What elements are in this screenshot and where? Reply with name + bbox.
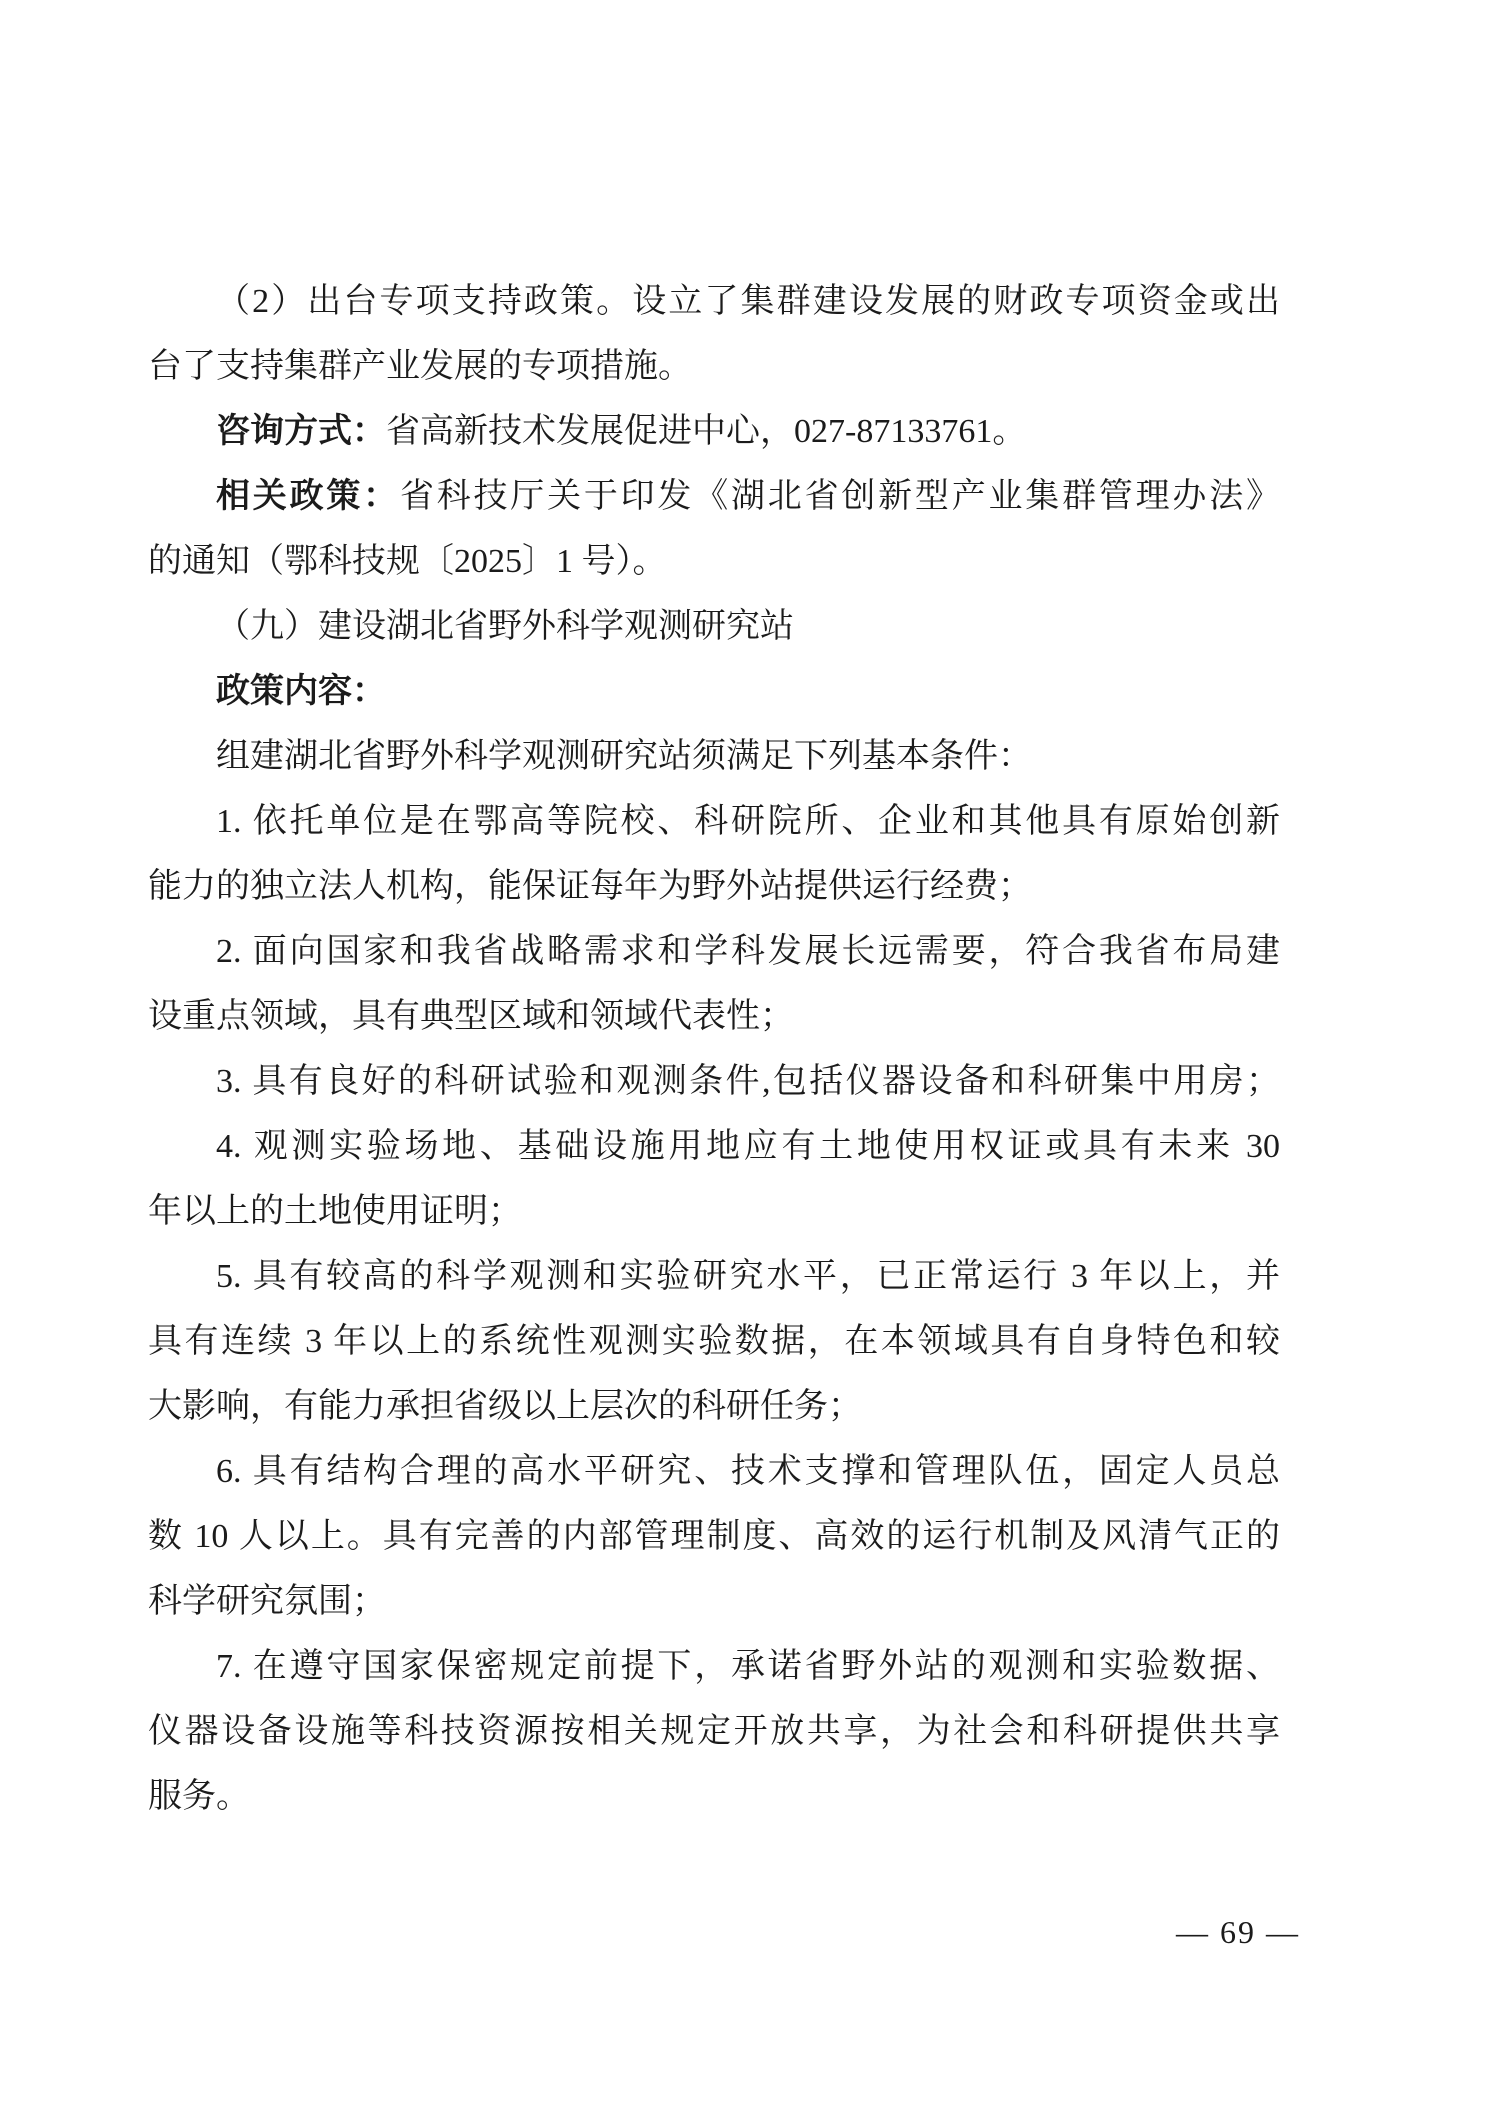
bold-label-run: 咨询方式： bbox=[216, 413, 386, 450]
text-line bbox=[148, 919, 1280, 984]
text-line bbox=[148, 1309, 1280, 1374]
text-run: 6. 具有结构合理的高水平研究、技术支撑和管理队伍，固定人员总 bbox=[216, 1453, 1280, 1490]
bold-label-run: 相关政策： bbox=[216, 478, 400, 515]
text-run: 省高新技术发展促进中心，027-87133761。 bbox=[386, 413, 1027, 450]
text-run: 3. 具有良好的科研试验和观测条件,包括仪器设备和科研集中用房； bbox=[216, 1063, 1280, 1100]
text-run: 设重点领域，具有典型区域和领域代表性； bbox=[148, 998, 794, 1035]
text-line bbox=[148, 334, 1280, 399]
text-run: 1. 依托单位是在鄂高等院校、科研院所、企业和其他具有原始创新 bbox=[216, 803, 1280, 840]
text-line bbox=[148, 1049, 1280, 1114]
text-run: 组建湖北省野外科学观测研究站须满足下列基本条件： bbox=[216, 738, 1032, 775]
text-run: 5. 具有较高的科学观测和实验研究水平，已正常运行 3 年以上，并 bbox=[216, 1258, 1280, 1295]
text-run: 2. 面向国家和我省战略需求和学科发展长远需要，符合我省布局建 bbox=[216, 933, 1280, 970]
text-line bbox=[148, 659, 1280, 724]
text-run: 仪器设备设施等科技资源按相关规定开放共享，为社会和科研提供共享 bbox=[148, 1713, 1280, 1750]
text-run: 科学研究氛围； bbox=[148, 1583, 386, 1620]
text-run: 的通知（鄂科技规〔2025〕1 号）。 bbox=[148, 543, 667, 580]
text-run: 7. 在遵守国家保密规定前提下，承诺省野外站的观测和实验数据、 bbox=[216, 1648, 1280, 1685]
text-run: 年以上的土地使用证明； bbox=[148, 1193, 522, 1230]
text-run: 服务。 bbox=[148, 1778, 250, 1815]
text-line bbox=[148, 529, 1280, 594]
text-line bbox=[148, 724, 1280, 789]
page-number: — 69 — bbox=[1176, 1914, 1300, 1950]
text-run: 数 10 人以上。具有完善的内部管理制度、高效的运行机制及风清气正的 bbox=[148, 1518, 1280, 1555]
text-line bbox=[148, 1374, 1280, 1439]
text-line bbox=[148, 984, 1280, 1049]
text-line bbox=[148, 594, 1280, 659]
text-line bbox=[148, 1569, 1280, 1634]
text-run: （2）出台专项支持政策。设立了集群建设发展的财政专项资金或出 bbox=[216, 283, 1280, 320]
text-run: 台了支持集群产业发展的专项措施。 bbox=[148, 348, 692, 385]
text-line bbox=[148, 1244, 1280, 1309]
text-line bbox=[148, 1634, 1280, 1699]
text-line bbox=[148, 1764, 1280, 1829]
text-line bbox=[148, 854, 1280, 919]
text-run: 具有连续 3 年以上的系统性观测实验数据，在本领域具有自身特色和较 bbox=[148, 1323, 1280, 1360]
text-line bbox=[148, 789, 1280, 854]
text-line bbox=[148, 1699, 1280, 1764]
text-run: 能力的独立法人机构，能保证每年为野外站提供运行经费； bbox=[148, 868, 1032, 905]
text-block bbox=[148, 269, 1280, 1829]
text-run: 大影响，有能力承担省级以上层次的科研任务； bbox=[148, 1388, 862, 1425]
text-line bbox=[148, 464, 1280, 529]
text-line bbox=[148, 269, 1280, 334]
bold-label-run: 政策内容： bbox=[216, 673, 386, 710]
text-line bbox=[148, 399, 1280, 464]
text-run: 4. 观测实验场地、基础设施用地应有土地使用权证或具有未来 30 bbox=[216, 1128, 1280, 1165]
text-run: 省科技厅关于印发《湖北省创新型产业集群管理办法》 bbox=[399, 478, 1281, 515]
text-line bbox=[148, 1504, 1280, 1569]
text-run: （九）建设湖北省野外科学观测研究站 bbox=[216, 608, 794, 645]
text-line bbox=[148, 1439, 1280, 1504]
text-line bbox=[148, 1114, 1280, 1179]
text-line bbox=[148, 1179, 1280, 1244]
